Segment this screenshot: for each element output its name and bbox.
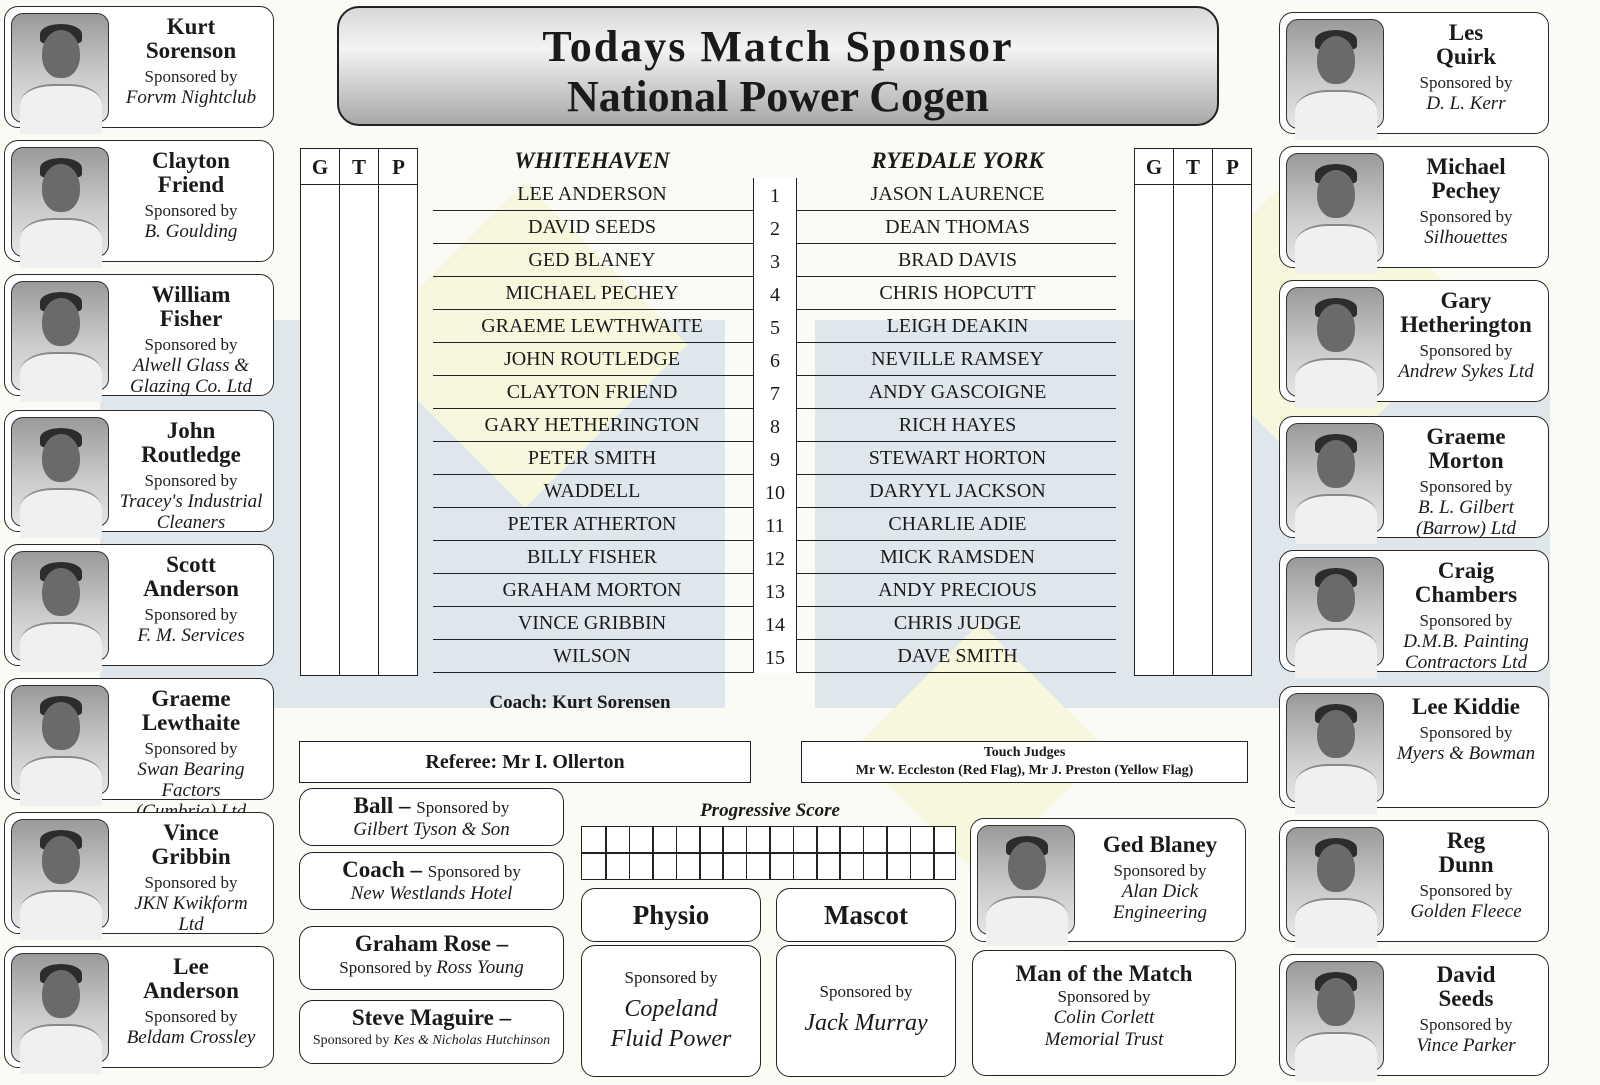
home-player: CLAYTON FRIEND	[506, 381, 678, 403]
home-player: DAVID SEEDS	[528, 216, 656, 238]
gtp-header-p: P	[379, 149, 418, 185]
player-card	[4, 140, 274, 262]
away-player: DAVE SMITH	[897, 645, 1018, 667]
home-player: WILSON	[553, 645, 631, 667]
player-sponsor: Andrew Sykes Ltd	[1398, 361, 1534, 382]
player-photo	[1286, 961, 1384, 1071]
player-name-cont: Anderson	[143, 576, 239, 601]
match-sponsor-banner	[337, 6, 1219, 126]
player-photo	[1286, 423, 1384, 533]
away-team-name: RYEDALE YORK	[871, 148, 1044, 173]
gtp-header-g: G	[1135, 149, 1173, 185]
player-card	[4, 274, 274, 396]
physio-title-box	[581, 888, 761, 942]
gtp-header-t: T	[340, 149, 378, 185]
shirt-number: 5	[753, 310, 797, 343]
away-player: CHRIS HOPCUTT	[879, 282, 1036, 304]
player-photo	[1286, 693, 1384, 803]
player-name-cont: Friend	[157, 172, 225, 197]
shirt-number: 10	[753, 475, 797, 508]
home-player: MICHAEL PECHEY	[505, 282, 679, 304]
player-sponsor: B. L. Gilbert	[1417, 497, 1515, 518]
progressive-score-title: Progressive Score	[700, 800, 840, 821]
sponsor-pill-title: Steve Maguire	[351, 1005, 494, 1030]
motm-sponsor-line1: Colin Corlett	[1053, 1007, 1155, 1028]
player-card	[4, 544, 274, 666]
player-sponsor: Tracey's Industrial	[119, 491, 263, 512]
player-photo	[11, 417, 109, 527]
player-name: Clayton	[152, 148, 230, 173]
lineup-row	[433, 607, 1116, 640]
sponsored-by-label: Sponsored by	[416, 798, 510, 817]
sponsored-by-label: Sponsored by	[144, 471, 238, 490]
gtp-header-t: T	[1174, 149, 1212, 185]
player-card	[4, 410, 274, 532]
player-photo	[1286, 19, 1384, 129]
lineup-row	[433, 310, 1116, 343]
player-card	[1279, 954, 1549, 1076]
motm-sponsored-by: Sponsored by	[1057, 987, 1151, 1006]
home-player: LEE ANDERSON	[517, 183, 667, 205]
away-player: STEWART HORTON	[868, 447, 1047, 469]
away-player: NEVILLE RAMSEY	[871, 348, 1044, 370]
sponsored-by-label: Sponsored by	[144, 335, 238, 354]
player-name-cont: Lewthaite	[141, 710, 241, 735]
player-sponsor-cont: (Barrow) Ltd	[1415, 518, 1517, 539]
player-photo	[1286, 287, 1384, 397]
sponsored-by-label: Sponsored by	[144, 739, 238, 758]
shirt-number: 3	[753, 244, 797, 277]
player-name: Lee Kiddie	[1412, 694, 1520, 719]
player-name-cont: Gribbin	[151, 844, 231, 869]
physio-sponsor-line1: Copeland	[624, 996, 718, 1022]
lineup-row	[433, 640, 1116, 673]
sponsored-by-label: Sponsored by	[144, 67, 238, 86]
sponsored-by-label: Sponsored by	[339, 958, 433, 977]
motm-title: Man of the Match	[1015, 961, 1193, 986]
lineup-row	[433, 442, 1116, 475]
away-player: RICH HAYES	[898, 414, 1017, 436]
player-name-cont: Fisher	[159, 306, 223, 331]
player-card-ged-blaney	[970, 818, 1246, 942]
shirt-number: 8	[753, 409, 797, 442]
referee-box: Referee: Mr I. Ollerton	[299, 741, 751, 783]
home-player: GRAHAM MORTON	[502, 579, 682, 601]
lineup-row	[433, 178, 1116, 211]
lineup-row	[433, 244, 1116, 277]
player-sponsor: D.M.B. Painting	[1403, 631, 1529, 652]
player-name: Graeme	[1426, 424, 1506, 449]
sponsor-pill	[299, 788, 564, 846]
physio-sponsored-by: Sponsored by	[624, 968, 718, 987]
player-name: Graeme	[151, 686, 231, 711]
player-card	[1279, 686, 1549, 808]
sponsor-pill-title: Coach	[342, 857, 405, 882]
shirt-number: 2	[753, 211, 797, 244]
physio-sponsor-line2: Fluid Power	[610, 1026, 732, 1052]
player-sponsor-cont: Glazing Co. Ltd	[130, 376, 252, 397]
away-player: LEIGH DEAKIN	[886, 315, 1029, 337]
home-player: WADDELL	[543, 480, 641, 502]
player-card	[4, 812, 274, 934]
away-gtp-table	[1134, 148, 1252, 676]
sponsored-by-label: Sponsored by	[1419, 341, 1513, 360]
physio-sponsor-box	[581, 945, 761, 1077]
banner-title: Todays Match Sponsor	[542, 22, 1014, 71]
banner-sponsor: National Power Cogen	[566, 72, 990, 121]
shirt-number: 7	[753, 376, 797, 409]
player-name: Reg	[1446, 828, 1486, 853]
sponsored-by-label: Sponsored by	[144, 201, 238, 220]
player-sponsor: Forvm Nightclub	[125, 87, 257, 108]
home-player: VINCE GRIBBIN	[517, 612, 667, 634]
sponsored-by-label: Sponsored by	[144, 605, 238, 624]
home-player: GARY HETHERINGTON	[484, 414, 700, 436]
player-card	[1279, 12, 1549, 134]
sponsor-pill-dash: –	[493, 1005, 512, 1030]
player-photo	[1286, 557, 1384, 667]
player-sponsor: Myers & Bowman	[1396, 743, 1536, 764]
sponsor-pill-dash: –	[490, 931, 509, 956]
player-name-cont: Chambers	[1414, 582, 1518, 607]
sponsor-pill-sponsor: Ross Young	[436, 957, 524, 978]
lineup-row	[433, 211, 1116, 244]
sponsored-by-label: Sponsored by	[144, 1007, 238, 1026]
sponsored-by-label: Sponsored by	[1419, 1015, 1513, 1034]
player-card	[1279, 550, 1549, 672]
sponsor-pill-sponsor: New Westlands Hotel	[350, 883, 513, 904]
shirt-number: 1	[753, 178, 797, 211]
sponsored-by-label: Sponsored by	[1419, 73, 1513, 92]
sponsor-pill-title: Graham Rose	[354, 931, 491, 956]
player-sponsor: B. Goulding	[144, 221, 238, 242]
player-card	[1279, 820, 1549, 942]
sponsor-pill-title: Ball	[353, 793, 394, 818]
mascot-sponsored-by: Sponsored by	[819, 982, 913, 1001]
sponsored-by-label: Sponsored by	[427, 862, 521, 881]
player-name: David	[1436, 962, 1496, 987]
player-name-cont: Routledge	[141, 442, 241, 467]
player-photo	[11, 281, 109, 391]
player-name-cont: Morton	[1428, 448, 1504, 473]
home-player: BILLY FISHER	[526, 546, 658, 568]
man-of-the-match-box	[972, 950, 1236, 1076]
player-name: Kurt	[166, 14, 216, 39]
sponsor-pill-dash: –	[404, 857, 428, 882]
mascot-title-box	[776, 888, 956, 942]
touch-judges-box	[801, 741, 1248, 783]
player-name: Scott	[166, 552, 216, 577]
player-sponsor: Swan Bearing Factors	[137, 759, 245, 801]
home-player: GRAEME LEWTHWAITE	[481, 315, 703, 337]
sponsored-by-label: Sponsored by	[144, 873, 238, 892]
coach-label: Coach: Kurt Sorensen	[489, 692, 671, 713]
player-card	[4, 946, 274, 1068]
away-player: DEAN THOMAS	[885, 216, 1030, 238]
player-name-cont: Quirk	[1435, 44, 1497, 69]
lineup-row	[433, 376, 1116, 409]
player-name-cont: Hetherington	[1400, 312, 1532, 337]
mascot-title: Mascot	[824, 900, 908, 930]
home-player: PETER ATHERTON	[507, 513, 677, 535]
player-sponsor: Vince Parker	[1416, 1035, 1516, 1056]
player-photo	[11, 551, 109, 661]
sponsor-pill	[299, 852, 564, 910]
lineup-row	[433, 409, 1116, 442]
player-name: Ged Blaney	[1102, 832, 1218, 857]
player-name-cont: Sorenson	[145, 38, 237, 63]
player-card	[1279, 280, 1549, 402]
player-name: William	[151, 282, 231, 307]
sponsored-by-label: Sponsored by	[1419, 611, 1513, 630]
shirt-number: 15	[753, 640, 797, 673]
sponsor-pill	[299, 1000, 564, 1064]
home-player: PETER SMITH	[527, 447, 657, 469]
mascot-sponsor-box	[776, 945, 956, 1077]
player-sponsor: Silhouettes	[1424, 227, 1508, 248]
touch-judges-title: Touch Judges	[983, 745, 1066, 760]
player-sponsor: F. M. Services	[137, 625, 245, 646]
lineup-row	[433, 574, 1116, 607]
player-card	[1279, 146, 1549, 268]
gtp-header-p: P	[1213, 149, 1252, 185]
player-photo	[11, 13, 109, 123]
player-photo	[1286, 827, 1384, 937]
player-photo	[11, 819, 109, 929]
lineup-row	[433, 541, 1116, 574]
away-player: JASON LAURENCE	[870, 183, 1045, 205]
home-team-name: WHITEHAVEN	[514, 148, 670, 173]
lineup-row	[433, 343, 1116, 376]
sponsor-pill	[299, 926, 564, 990]
shirt-number: 12	[753, 541, 797, 574]
home-player: GED BLANEY	[528, 249, 656, 271]
motm-sponsor-line2: Memorial Trust	[1044, 1029, 1164, 1050]
sponsor-pill-sponsor: Kes & Nicholas Hutchinson	[393, 1033, 551, 1048]
sponsor-pill-dash: –	[393, 793, 417, 818]
player-sponsor: Beldam Crossley	[126, 1027, 256, 1048]
home-player: JOHN ROUTLEDGE	[503, 348, 681, 370]
shirt-number: 14	[753, 607, 797, 640]
player-name: Vince	[163, 820, 219, 845]
sponsored-by-label: Sponsored by	[1113, 861, 1207, 880]
player-photo	[11, 953, 109, 1063]
lineup-row	[433, 277, 1116, 310]
player-card	[4, 6, 274, 128]
sponsored-by-label: Sponsored by	[1419, 477, 1513, 496]
player-sponsor: D. L. Kerr	[1426, 93, 1506, 114]
touch-judges-names: Mr W. Eccleston (Red Flag), Mr J. Preston (Yellow Flag)	[855, 763, 1194, 778]
sponsored-by-label: Sponsored by	[312, 1033, 390, 1048]
player-card	[1279, 416, 1549, 538]
shirt-number: 13	[753, 574, 797, 607]
lineup-row	[433, 508, 1116, 541]
progressive-score-grid	[581, 826, 956, 880]
sponsored-by-label: Sponsored by	[1419, 881, 1513, 900]
player-name: Craig	[1437, 558, 1495, 583]
player-sponsor-cont: Engineering	[1113, 902, 1207, 923]
player-photo	[11, 685, 109, 795]
player-sponsor: Alwell Glass &	[132, 355, 250, 376]
player-name: Gary	[1440, 288, 1492, 313]
player-name: John	[166, 418, 216, 443]
shirt-number: 4	[753, 277, 797, 310]
shirt-number: 11	[753, 508, 797, 541]
sponsored-by-label: Sponsored by	[1419, 207, 1513, 226]
away-player: DARYYL JACKSON	[869, 480, 1046, 502]
sponsored-by-label: Sponsored by	[1419, 723, 1513, 742]
player-sponsor: JKN Kwikform	[134, 893, 248, 914]
lineup-table	[433, 178, 1116, 673]
player-name-cont: Anderson	[143, 978, 239, 1003]
player-name: Michael	[1426, 154, 1506, 179]
mascot-sponsor: Jack Murray	[804, 1010, 928, 1036]
player-sponsor-cont: Cleaners	[156, 512, 226, 533]
player-name-cont: Pechey	[1431, 178, 1501, 203]
player-photo	[11, 147, 109, 257]
away-player: ANDY PRECIOUS	[878, 579, 1037, 601]
player-name-cont: Dunn	[1438, 852, 1494, 877]
player-photo	[977, 825, 1075, 935]
player-sponsor: Golden Fleece	[1410, 901, 1522, 922]
away-player: MICK RAMSDEN	[879, 546, 1036, 568]
shirt-number: 6	[753, 343, 797, 376]
home-gtp-table	[300, 148, 418, 676]
away-player: BRAD DAVIS	[897, 249, 1018, 271]
physio-title: Physio	[632, 900, 710, 930]
away-player: CHRIS JUDGE	[893, 612, 1022, 634]
player-sponsor-cont: Contractors Ltd	[1405, 652, 1527, 673]
player-name-cont: Seeds	[1438, 986, 1494, 1011]
lineup-row	[433, 475, 1116, 508]
player-card	[4, 678, 274, 800]
shirt-number: 9	[753, 442, 797, 475]
player-name: Les	[1448, 20, 1484, 45]
player-photo	[1286, 153, 1384, 263]
player-sponsor-cont: Ltd	[178, 914, 204, 935]
player-sponsor: Alan Dick	[1121, 881, 1199, 902]
away-player: CHARLIE ADIE	[888, 513, 1027, 535]
player-name: Lee	[173, 954, 209, 979]
sponsor-pill-sponsor: Gilbert Tyson & Son	[353, 819, 510, 840]
away-player: ANDY GASCOIGNE	[868, 381, 1047, 403]
gtp-header-g: G	[301, 149, 339, 185]
